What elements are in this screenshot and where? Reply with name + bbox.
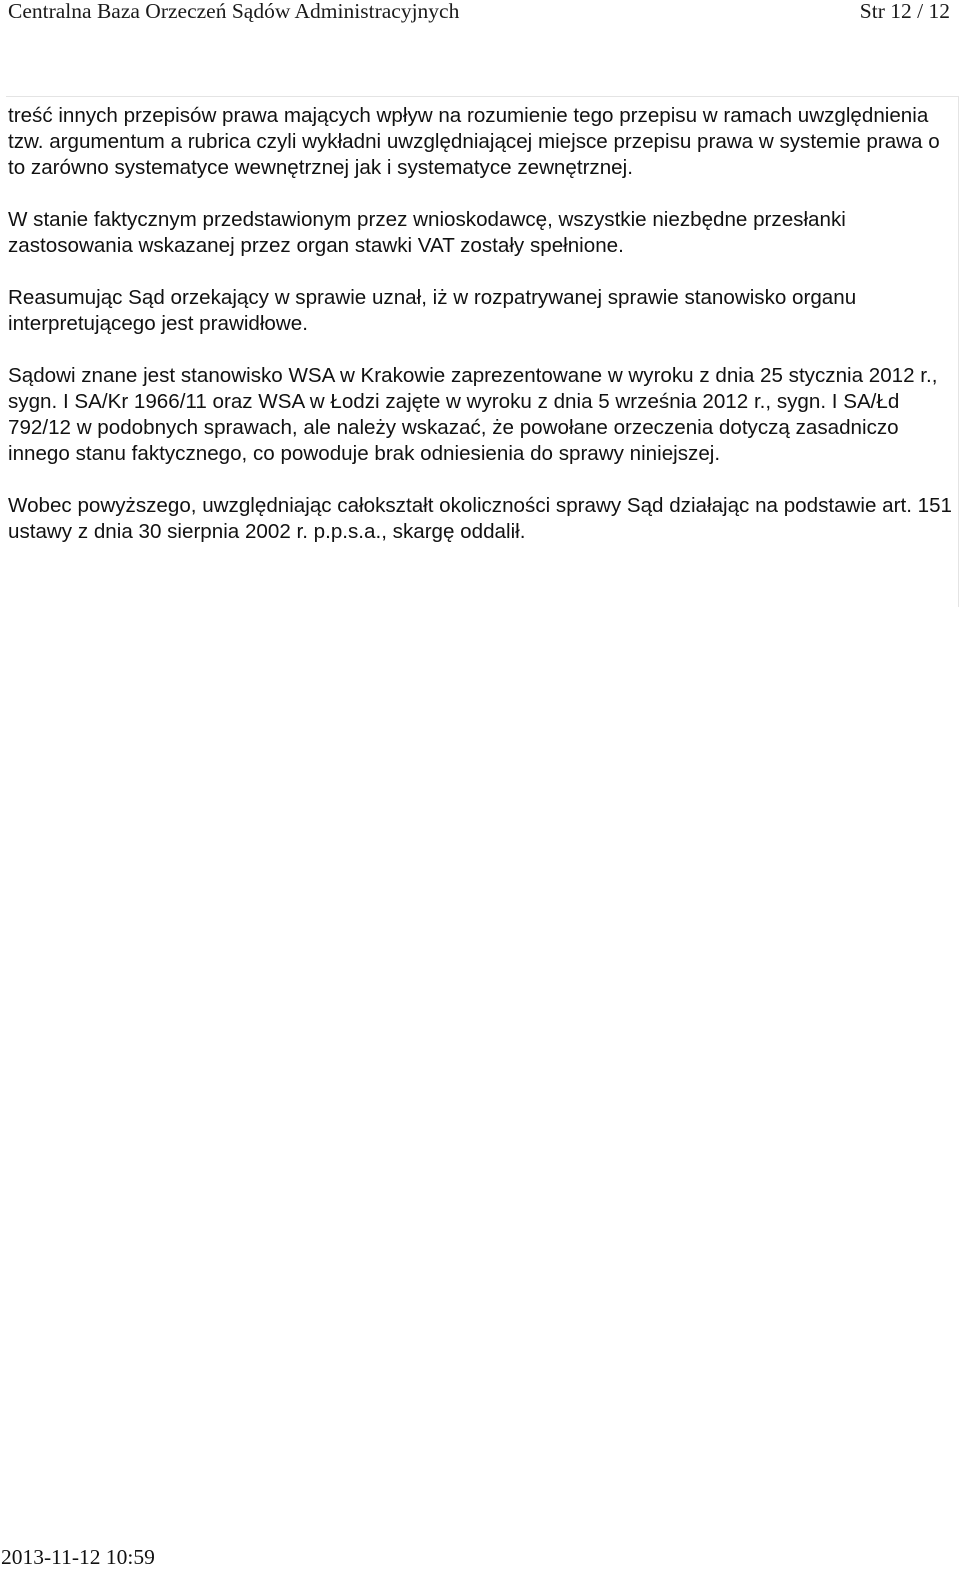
header-title: Centralna Baza Orzeczeń Sądów Administracyjnych [8,0,460,23]
document-body [8,103,952,571]
page-header [8,0,950,24]
print-timestamp: 2013-11-12 10:59 [1,1545,155,1569]
paragraph: W stanie faktycznym przedstawionym przez wnioskodawcę, wszystkie niezbędne przesłanki zastosowania wskazanej przez organ stawki VAT zostały spełnione. [8,208,846,257]
paragraph: treść innych przepisów prawa mających wpływ na rozumienie tego przepisu w ramach uwzględnienia tzw. argumentum a rubrica czyli wykładni uwzględniającej miejsce przepisu prawa w systemie prawa o to zarówno systematyce wewnętrznej jak i systematyce zewnętrznej. [8,104,940,179]
paragraph: Reasumując Sąd orzekający w sprawie uznał, iż w rozpatrywanej sprawie stanowisko organu interpretującego jest prawidłowe. [8,286,857,335]
paragraph: Sądowi znane jest stanowisko WSA w Krakowie zaprezentowane w wyroku z dnia 25 stycznia 2012 r., sygn. I SA/Kr 1966/11 oraz WSA w Łodzi zajęte w wyroku z dnia 5 września 2012 r., sygn. I SA/Łd 792/12 w podobnych sprawach, ale należy wskazać, że powołane orzeczenia dotyczą zasadniczo innego stanu faktycznego, co powoduje brak odniesienia do sprawy niniejszej. [8,364,938,465]
page-number: Str 12 / 12 [859,0,950,23]
paragraph: Wobec powyższego, uwzględniając całokształt okoliczności sprawy Sąd działając na podstawie art. 151 ustawy z dnia 30 sierpnia 2002 r. p.p.s.a., skargę oddalił. [8,494,952,543]
